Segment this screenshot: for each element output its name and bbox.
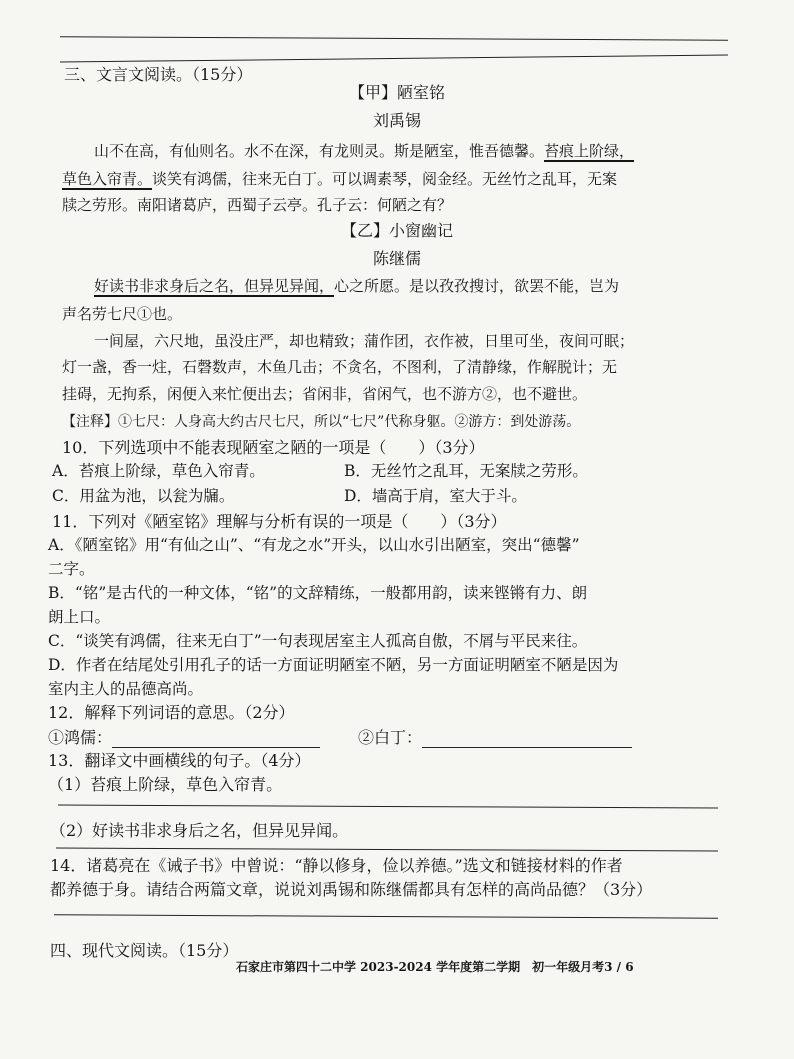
top-rule bbox=[60, 36, 728, 40]
q14-line1: 14．诸葛亮在《诫子书》中曾说：“静以修身，俭以养德。”选文和链接材料的作者 bbox=[50, 856, 623, 875]
q11-option-a-line1: A．《陋室铭》用“有仙之山”、“有龙之水”开头，以山水引出陋室，突出“德馨” bbox=[48, 536, 580, 554]
passage-a-line3: 牍之劳形。南阳诸葛庐，西蜀子云亭。孔子云：何陋之有？ bbox=[62, 196, 453, 214]
passage-b-title: 【乙】小窗幽记 bbox=[340, 221, 453, 240]
passage-a-underlined-sentence-cont: 草色入帘青。 bbox=[62, 170, 153, 188]
passage-a-line1-text: 山不在高，有仙则名。水不在深，有龙则灵。斯是陋室，惟吾德馨。 bbox=[94, 142, 545, 160]
passage-a-author: 刘禹锡 bbox=[372, 111, 421, 130]
section3-title: 三、文言文阅读。（15分） bbox=[64, 65, 253, 84]
passage-b-line2: 声名劳七尺①也。 bbox=[62, 305, 183, 323]
passage-b-line5: 挂碍，无拘系，闲便入来忙便出去；省闲非，省闲气，也不游方②，也不避世。 bbox=[62, 385, 588, 403]
passage-a-line2-text: 谈笑有鸿儒，往来无白丁。可以调素琴，阅金经。无丝竹之乱耳，无案 bbox=[152, 170, 618, 188]
q12-item2 bbox=[358, 725, 632, 748]
q11-option-a-line2: 二字。 bbox=[48, 560, 95, 578]
q13-item2: （2）好读书非求身后之名，但异见异闻。 bbox=[50, 821, 349, 840]
q13-item1: （1）苔痕上阶绿，草色入帘青。 bbox=[48, 775, 283, 794]
q12-answer-blank-1[interactable] bbox=[112, 729, 320, 748]
q13-stem: 13．翻译文中画横线的句子。（4分） bbox=[48, 751, 311, 770]
section4-title: 四、现代文阅读。（15分） bbox=[50, 941, 239, 960]
q10-option-a: A．苔痕上阶绿，草色入帘青。 bbox=[52, 462, 265, 480]
q11-stem: 11．下列对《陋室铭》理解与分析有误的一项是（ ）（3分） bbox=[52, 512, 507, 531]
passage-a-line1 bbox=[94, 140, 634, 161]
q11-option-b-line1: B．“铭”是古代的一种文体，“铭”的文辞精练，一般都用韵，读来铿锵有力、朗 bbox=[48, 584, 588, 602]
annotation-notes: 【注释】①七尺：人身高大约古尺七尺，所以“七尺”代称身躯。②游方：到处游荡。 bbox=[62, 414, 581, 430]
q10-stem: 10．下列选项中不能表现陋室之陋的一项是（ ）（3分） bbox=[62, 438, 485, 457]
passage-b-line4: 灯一盏，香一炷，石磬数声，木鱼几击；不贪名，不图利，了清静缘，作解脱计；无 bbox=[62, 358, 618, 376]
q11-option-d-line2: 室内主人的品德高尚。 bbox=[48, 680, 204, 698]
page-footer: 石家庄市第四十二中学 2023-2024 学年度第二学期 初一年级月考3 / 6 bbox=[236, 960, 634, 974]
q14-line2: 都养德于身。请结合两篇文章，说说刘禹锡和陈继儒都具有怎样的高尚品德？（3分） bbox=[50, 880, 653, 899]
passage-b-line1-text: 心之所愿。是以孜孜搜讨，欲罢不能，岂为 bbox=[334, 277, 620, 295]
passage-b-line1 bbox=[94, 275, 619, 296]
passage-b-line3: 一间屋，六尺地，虽没庄严，却也精致；蒲作团，衣作被，日里可坐，夜间可眠； bbox=[94, 332, 635, 350]
q12-item2-label: ②白丁： bbox=[358, 728, 423, 747]
q12-answer-blank-2[interactable] bbox=[422, 729, 632, 748]
q13-answer-line-2[interactable] bbox=[56, 848, 718, 852]
q14-answer-line[interactable] bbox=[54, 914, 718, 918]
q10-option-b: B．无丝竹之乱耳，无案牍之劳形。 bbox=[344, 462, 588, 480]
passage-a-underlined-sentence: 苔痕上阶绿， bbox=[544, 142, 635, 160]
q11-option-c: C．“谈笑有鸿儒，往来无白丁”一句表现居室主人孤高自傲，不屑与平民来往。 bbox=[48, 632, 588, 650]
passage-b-underlined-sentence: 好读书非求身后之名，但异见异闻， bbox=[94, 277, 335, 295]
passage-a-line2 bbox=[62, 168, 617, 189]
passage-a-title: 【甲】陋室铭 bbox=[348, 83, 445, 102]
q12-item1-label: ①鸿儒： bbox=[48, 728, 113, 747]
q11-option-d-line1: D．作者在结尾处引用孔子的话一方面证明陋室不陋，另一方面证明陋室不陋是因为 bbox=[48, 656, 619, 674]
q10-option-d: D．墙高于肩，室大于斗。 bbox=[344, 487, 527, 505]
q12-stem: 12．解释下列词语的意思。（2分） bbox=[48, 703, 295, 722]
passage-b-author: 陈继儒 bbox=[372, 249, 421, 268]
q13-answer-line-1[interactable] bbox=[58, 805, 718, 809]
q10-option-c: C．用盆为池，以瓮为牖。 bbox=[52, 487, 235, 505]
q11-option-b-line2: 朗上口。 bbox=[48, 608, 111, 626]
q12-item1 bbox=[48, 725, 320, 748]
